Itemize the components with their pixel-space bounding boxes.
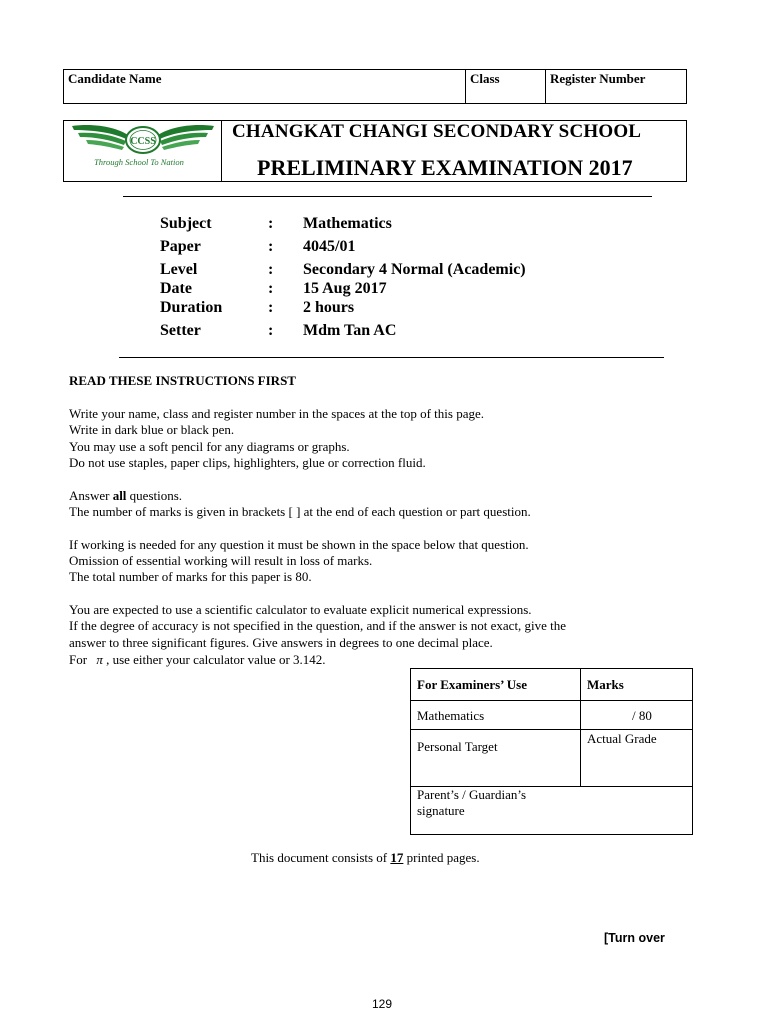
info-label: Subject (160, 215, 212, 232)
info-label: Date (160, 280, 192, 297)
instruction-line-answer-all: Answer all questions. (69, 488, 183, 503)
marks-header: Marks (587, 677, 624, 692)
instruction-line: Omission of essential working will result in loss of marks. (69, 553, 373, 568)
actual-grade-label: Actual Grade (587, 731, 657, 746)
page-count-note: This document consists of 17 printed pages. (251, 850, 480, 865)
info-label: Duration (160, 299, 223, 316)
info-value: Secondary 4 Normal (Academic) (303, 261, 526, 278)
exam-title: PRELIMINARY EXAMINATION 2017 (257, 155, 633, 180)
divider-top (123, 196, 652, 197)
instruction-line-pi: For π , use either your calculator value or 3.142. (69, 652, 326, 667)
candidate-details-table (63, 69, 687, 104)
marks-out-of: / 80 (632, 708, 652, 723)
instruction-line: The total number of marks for this paper is 80. (69, 569, 312, 584)
logo-text: CCSS (130, 136, 156, 147)
instruction-line: Write your name, class and register number in the spaces at the top of this page. (69, 406, 484, 421)
instruction-line: Write in dark blue or black pen. (69, 422, 235, 437)
page-count: 17 (390, 850, 404, 865)
instruction-line: If working is needed for any question it must be shown in the space below that question. (69, 537, 529, 552)
info-colon: : (268, 322, 274, 339)
instruction-line: You may use a soft pencil for any diagrams or graphs. (69, 439, 350, 454)
candidate-name-field[interactable] (64, 70, 466, 103)
info-colon: : (268, 299, 274, 316)
class-label: Class (470, 71, 500, 86)
instruction-line: You are expected to use a scientific calculator to evaluate explicit numerical expressions. (69, 602, 532, 617)
winged-crest-icon (64, 121, 222, 181)
info-value: 15 Aug 2017 (303, 280, 387, 297)
info-colon: : (268, 238, 274, 255)
info-value: Mdm Tan AC (303, 322, 397, 339)
school-motto: Through School To Nation (94, 157, 184, 167)
instructions-title: READ THESE INSTRUCTIONS FIRST (69, 373, 296, 388)
register-number-field[interactable] (546, 70, 686, 103)
info-label: Paper (160, 238, 201, 255)
info-value: 2 hours (303, 299, 355, 316)
info-value: Mathematics (303, 215, 392, 232)
mathematics-label: Mathematics (417, 708, 485, 723)
register-number-label: Register Number (550, 71, 646, 86)
school-logo (64, 121, 222, 181)
pi-symbol: π (96, 652, 103, 667)
info-label: Setter (160, 322, 201, 339)
info-colon: : (268, 215, 274, 232)
info-colon: : (268, 280, 274, 297)
instruction-line: Do not use staples, paper clips, highlighters, glue or correction fluid. (69, 455, 426, 470)
info-value: 4045/01 (303, 238, 356, 255)
turn-over-note: [Turn over (604, 931, 665, 945)
guardian-signature-label-2: signature (417, 803, 465, 818)
instruction-line: answer to three significant figures. Give answers in degrees to one decimal place. (69, 635, 493, 650)
class-field[interactable] (466, 70, 546, 103)
info-colon: : (268, 261, 274, 278)
personal-target-label: Personal Target (417, 739, 498, 754)
instruction-line: If the degree of accuracy is not specified in the question, and if the answer is not exact, give the (69, 618, 567, 633)
info-label: Level (160, 261, 198, 278)
school-name: CHANGKAT CHANGI SECONDARY SCHOOL (232, 121, 642, 142)
candidate-name-label: Candidate Name (68, 71, 162, 86)
examiners-use-table (410, 668, 693, 835)
guardian-signature-label-1: Parent’s / Guardian’s (417, 787, 527, 802)
school-header (63, 120, 687, 182)
divider-bottom (119, 357, 664, 358)
page-number: 129 (372, 997, 393, 1011)
instruction-line: The number of marks is given in brackets [ ] at the end of each question or part question. (69, 504, 531, 519)
examiners-use-header: For Examiners’ Use (417, 677, 527, 692)
